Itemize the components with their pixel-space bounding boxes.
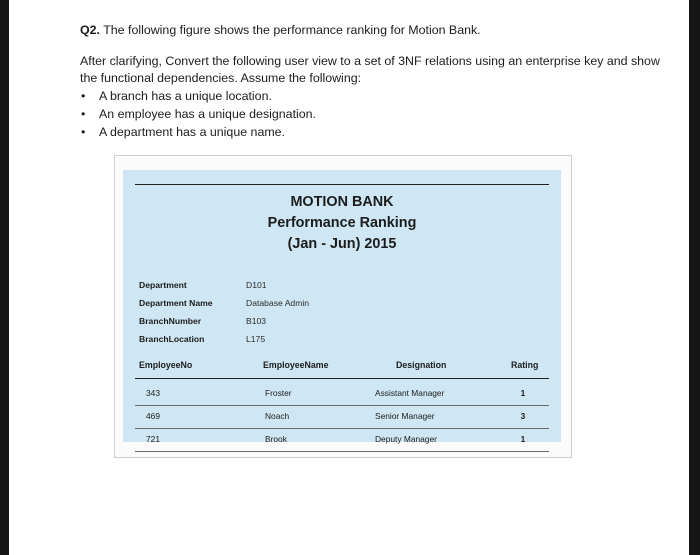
cell-employee-name: Froster [265,388,292,398]
field-row [139,316,309,334]
right-dark-edge [689,0,700,555]
figure-period: (Jan - Jun) 2015 [287,236,397,252]
ranking-table-body [123,383,561,452]
field-value: B103 [246,316,267,326]
figure-top-rule [135,184,549,185]
cell-employee-no: 721 [146,434,160,444]
field-label: BranchNumber [139,316,202,326]
table-row [135,383,549,406]
cell-rating: 3 [520,411,526,421]
field-row [139,298,309,316]
assumption-list [80,88,680,142]
left-dark-edge [0,0,9,555]
question-number: Q2. [80,23,100,37]
figure-frame [114,155,572,458]
cell-employee-no: 469 [146,411,160,421]
cell-designation: Assistant Manager [375,388,445,398]
bullet-icon: • [81,89,86,103]
cell-employee-name: Noach [265,411,290,421]
cell-designation: Senior Manager [375,411,435,421]
question-heading [80,22,680,39]
cell-designation: Deputy Manager [375,434,437,444]
field-label: Department Name [139,298,213,308]
figure-title-block [123,192,561,255]
header-rule [135,378,549,379]
column-header-designation: Designation [396,360,447,370]
question-text [80,22,680,142]
column-header-rating: Rating [511,360,539,370]
cell-employee-no: 343 [146,388,160,398]
column-header-employee-no: EmployeeNo [139,360,193,370]
cell-employee-name: Brook [265,434,287,444]
field-value: D101 [246,280,267,290]
question-title: The following figure shows the performance ranking for Motion Bank. [103,23,481,37]
assumption-item: • A branch has a unique location. [81,89,272,103]
bullet-icon: • [81,107,86,121]
assumption-item: • An employee has a unique designation. [81,107,316,121]
figure-title: MOTION BANK [290,194,394,210]
figure-subtitle: Performance Ranking [267,215,417,231]
question-paragraph: After clarifying, Convert the following user view to a set of 3NF relations using an enterprise key and show the functional dependencies. Assume the following: [80,54,660,85]
cell-rating: 1 [520,434,526,444]
field-label: Department [139,280,187,290]
header-fields [139,280,309,352]
column-header-employee-name: EmployeeName [263,360,329,370]
field-value: Database Admin [246,298,310,308]
user-view-figure [123,170,561,442]
table-row [135,406,549,429]
field-row [139,280,309,298]
table-row [135,429,549,452]
assumption-item: • A department has a unique name. [81,125,285,139]
field-row [139,334,309,352]
bullet-icon: • [81,125,86,139]
field-value: L175 [246,334,266,344]
field-label: BranchLocation [139,334,205,344]
cell-rating: 1 [520,388,526,398]
